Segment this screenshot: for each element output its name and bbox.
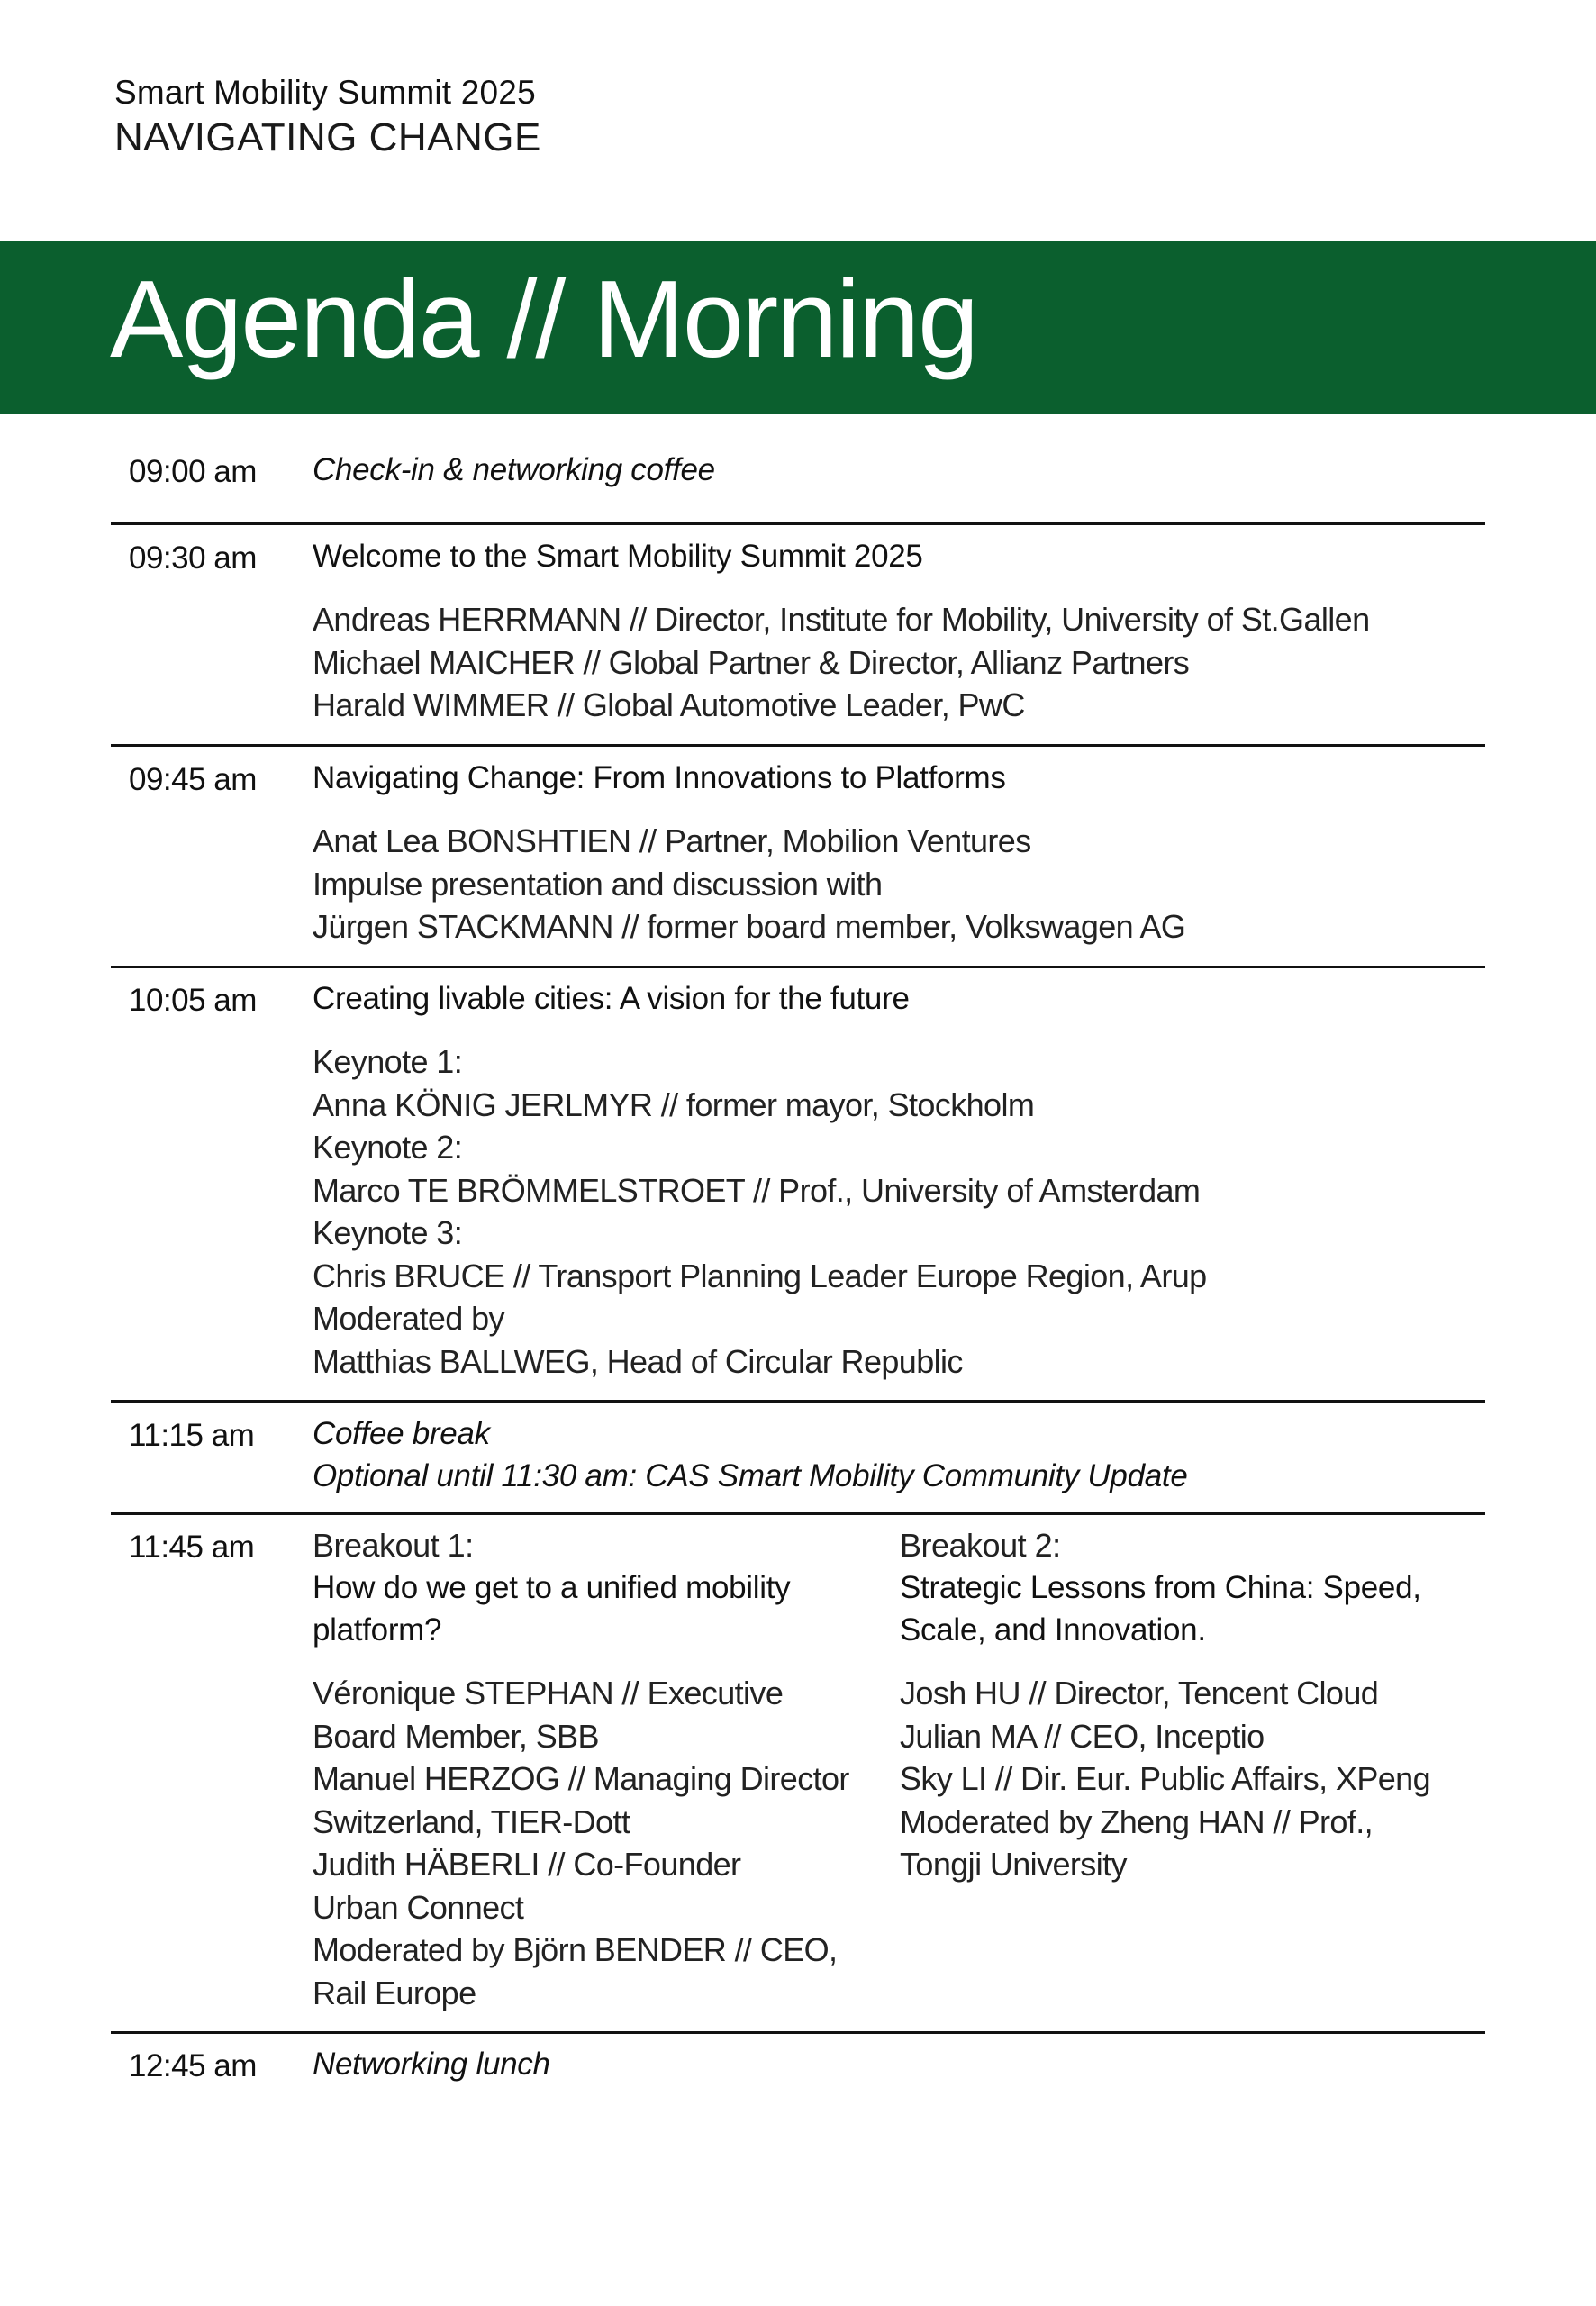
session-title: [313, 449, 1483, 491]
session-title: [313, 535, 1483, 577]
speaker-line: Matthias BALLWEG, Head of Circular Republic: [313, 1342, 963, 1380]
session-2: [313, 757, 1483, 949]
event-tagline: NAVIGATING CHANGE: [114, 115, 541, 159]
speaker-list: [313, 1672, 871, 2014]
speaker-line: Chris BRUCE // Transport Planning Leader Europe Region, Arup: [313, 1257, 1207, 1294]
breakout-title: [900, 1566, 1485, 1651]
session-title-line: Check-in & networking coffee: [313, 452, 715, 487]
session-time: 11:45 am: [129, 1530, 255, 1565]
speaker-list: [313, 598, 1483, 727]
speaker-line: Impulse presentation and discussion with: [313, 865, 883, 903]
row-divider: [111, 2031, 1485, 2034]
event-name: Smart Mobility Summit 2025: [114, 74, 536, 111]
breakout-1: [313, 1524, 871, 2014]
speaker-line: Judith HÄBERLI // Co-Founder: [313, 1846, 741, 1883]
row-divider: [111, 522, 1485, 525]
breakout-label: Breakout 2:: [900, 1527, 1061, 1564]
session-title-line: Welcome to the Smart Mobility Summit 2025: [313, 539, 923, 574]
session-title-line: Optional until 11:30 am: CAS Smart Mobility Community Update: [313, 1458, 1188, 1493]
speaker-line: Véronique STEPHAN // Executive: [313, 1675, 784, 1711]
speaker-list: [313, 820, 1483, 949]
session-title-line: Coffee break: [313, 1416, 490, 1451]
session-time: 10:05 am: [129, 983, 257, 1018]
session-title: [313, 2043, 1483, 2085]
session-0: [313, 449, 1483, 491]
speaker-line: Moderated by: [313, 1300, 504, 1337]
speaker-line: Moderated by Zheng HAN // Prof.,: [900, 1802, 1374, 1840]
speaker-line: Board Member, SBB: [313, 1717, 599, 1755]
session-time: 11:15 am: [129, 1418, 255, 1453]
breakout-label: Breakout 1:: [313, 1527, 474, 1564]
row-divider: [111, 966, 1485, 968]
speaker-line: Tongji University: [900, 1846, 1127, 1883]
session-title-line: Navigating Change: From Innovations to Platforms: [313, 760, 1006, 795]
speaker-list: [900, 1672, 1485, 1886]
speaker-line: Keynote 2:: [313, 1129, 463, 1166]
speaker-line: Anna KÖNIG JERLMYR // former mayor, Stockholm: [313, 1085, 1035, 1123]
session-time: 12:45 am: [129, 2048, 257, 2084]
speaker-line: Julian MA // CEO, Inceptio: [900, 1717, 1265, 1755]
session-1: [313, 535, 1483, 727]
session-title: [313, 757, 1483, 799]
speaker-line: Josh HU // Director, Tencent Cloud: [900, 1675, 1379, 1711]
speaker-line: Marco TE BRÖMMELSTROET // Prof., University of Amsterdam: [313, 1171, 1201, 1209]
speaker-line: Moderated by Björn BENDER // CEO,: [313, 1931, 838, 1968]
session-title-line: Creating livable cities: A vision for the future: [313, 981, 910, 1016]
breakout-title: [313, 1566, 871, 1651]
speaker-line: Manuel HERZOG // Managing Director: [313, 1760, 849, 1797]
breakout-title-line: Strategic Lessons from China: Speed,: [900, 1570, 1421, 1605]
breakout-title-line: platform?: [313, 1612, 442, 1648]
row-divider: [111, 744, 1485, 747]
speaker-line: Urban Connect: [313, 1888, 524, 1926]
speaker-line: Anat Lea BONSHTIEN // Partner, Mobilion Ventures: [313, 822, 1031, 859]
session-title: [313, 1412, 1483, 1497]
row-divider: [111, 1400, 1485, 1403]
session-title-line: Networking lunch: [313, 2047, 550, 2082]
speaker-line: Harald WIMMER // Global Automotive Leader, PwC: [313, 686, 1025, 723]
speaker-line: Sky LI // Dir. Eur. Public Affairs, XPeng: [900, 1760, 1431, 1797]
session-time: 09:00 am: [129, 454, 257, 489]
session-title: [313, 977, 1483, 1020]
speaker-line: Michael MAICHER // Global Partner & Director, Allianz Partners: [313, 643, 1190, 681]
breakout-2: [900, 1524, 1485, 1886]
speaker-line: Rail Europe: [313, 1974, 476, 2011]
speaker-list: [313, 1040, 1483, 1383]
session-4: [313, 1412, 1483, 1497]
speaker-line: Switzerland, TIER-Dott: [313, 1802, 630, 1840]
speaker-line: Andreas HERRMANN // Director, Institute for Mobility, University of St.Gallen: [313, 601, 1370, 638]
speaker-line: Keynote 1:: [313, 1043, 463, 1080]
breakout-title-line: Scale, and Innovation.: [900, 1612, 1206, 1648]
session-3: [313, 977, 1483, 1383]
page-title: Agenda // Morning: [110, 258, 977, 380]
speaker-line: Keynote 3:: [313, 1214, 463, 1251]
session-6: [313, 2043, 1483, 2085]
speaker-line: Jürgen STACKMANN // former board member, Volkswagen AG: [313, 908, 1186, 945]
row-divider: [111, 1512, 1485, 1515]
session-time: 09:45 am: [129, 762, 257, 797]
session-time: 09:30 am: [129, 540, 257, 576]
breakout-title-line: How do we get to a unified mobility: [313, 1570, 791, 1605]
